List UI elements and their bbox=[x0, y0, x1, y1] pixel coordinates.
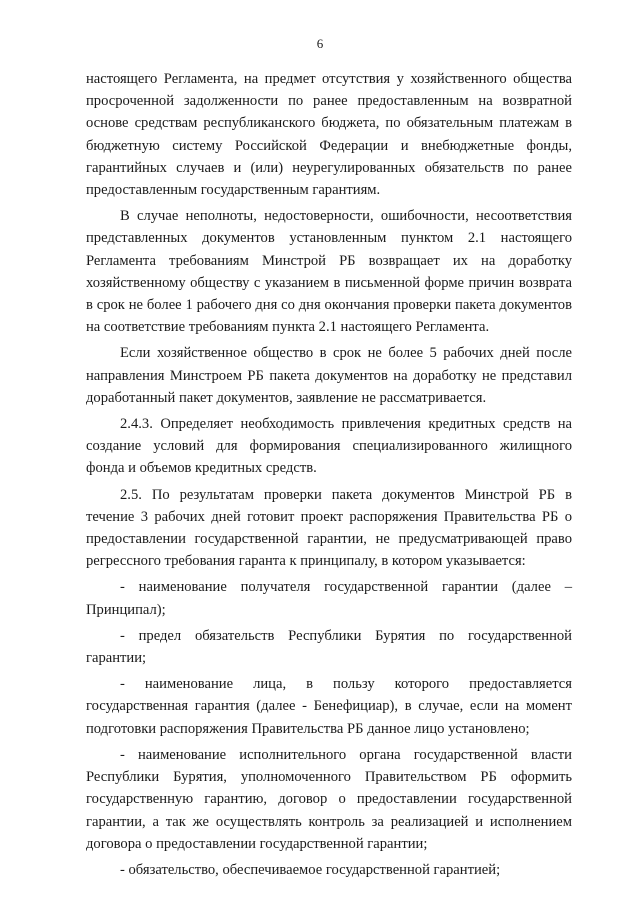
paragraph-2-4-3: 2.4.3. Определяет необходимость привлечения кредитных средств на создание условий для формирования специализированного жилищного фонда и объемов кредитных средств. bbox=[86, 416, 572, 477]
page-number: 6 bbox=[316, 36, 324, 51]
list-item: - предел обязательств Республики Бурятия по государственной гарантии; bbox=[86, 627, 572, 667]
paragraph-deadline: Если хозяйственное общество в срок не более 5 рабочих дней после направления Минстроем РБ пакета документов на доработку не представил доработанный пакет документов, заявление не рассматривается. bbox=[86, 345, 572, 406]
list-item: - наименование исполнительного органа государственной власти Республики Бурятия, уполномоченного Правительством РБ оформить государственную гарантию, договор о предоставлении государственной гарантии, а так же осуществлять контроль за реализацией и исполнением договора о предоставлении государственной гарантии; bbox=[86, 746, 572, 852]
list-item: - обязательство, обеспечиваемое государственной гарантией; bbox=[120, 861, 501, 878]
document-body bbox=[86, 68, 572, 885]
paragraph-2-5: 2.5. По результатам проверки пакета документов Минстрой РБ в течение 3 рабочих дней готовит проект распоряжения Правительства РБ о предоставлении государственной гарантии, не предусматривающей право регрессного требования гаранта к принципалу, в котором указывается: bbox=[86, 486, 572, 570]
list-item: - наименование лица, в пользу которого предоставляется государственная гарантия (далее - Бенефициар), в случае, если на момент подготовки распоряжения Правительства РБ данное лицо установлено; bbox=[86, 676, 572, 737]
list-item: - наименование получателя государственной гарантии (далее – Принципал); bbox=[86, 579, 572, 618]
paragraph-incomplete-documents: В случае неполноты, недостоверности, ошибочности, несоответствия представленных документов установленным пунктом 2.1 настоящего Регламента требованиям Минстрой РБ возвращает их на доработку хозяйственному обществу с указанием в письменной форме причин возврата в срок не более 1 рабочего дня со дня окончания проверки пакета документов на соответствие требованиям пункта 2.1 настоящего Регламента. bbox=[86, 208, 572, 336]
paragraph-continuation: настоящего Регламента, на предмет отсутствия у хозяйственного общества просроченной задолженности по ранее предоставленным на возвратной основе средствам республиканского бюджета, по обязательным платежам в бюджетную систему Российской Федерации и внебюджетные фонды, гарантийных случаев и (или) неурегулированных обязательств по ранее предоставленным государственным гарантиям. bbox=[86, 71, 572, 199]
